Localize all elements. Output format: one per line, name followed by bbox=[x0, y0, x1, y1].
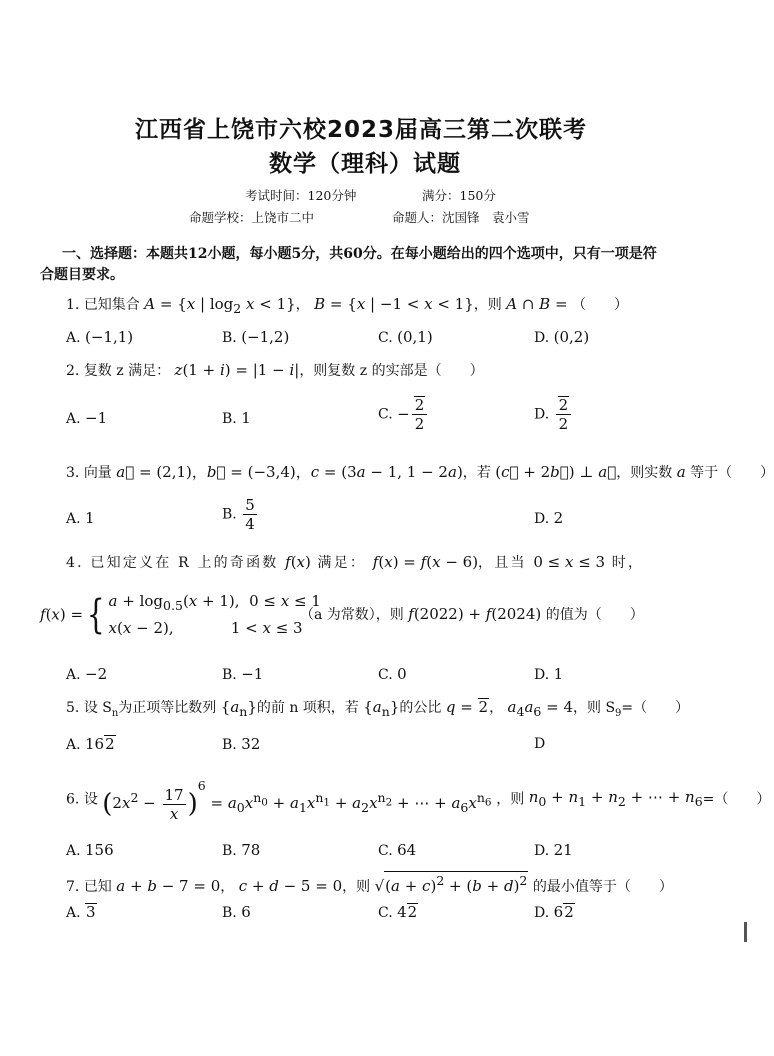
q3-option-a: A. 1 bbox=[66, 509, 95, 527]
q4-option-d: D. 1 bbox=[534, 665, 564, 683]
q2-option-c: C. − $\frac{2}{2}$ bbox=[378, 396, 429, 433]
question-7: 7. 已知 a + b − 7 = 0， c + d − 5 = 0，则 $√(a + c)^2 + (b + d)^2$ 的最小值等于（ ） bbox=[66, 873, 673, 895]
q2-option-b: B. 1 bbox=[222, 409, 251, 427]
q3-option-b: B. $\frac{5}{4}$ bbox=[222, 496, 255, 533]
q5-option-b: B. 32 bbox=[222, 735, 261, 753]
q6-expansion: ($2x^2$ − $\frac{17}{x}$ )$^6 = a_0x^{n_0} + a_1x^{n_1} + a_2x^{n_2}$ + ⋯ + $a_6x^{n_6}$ bbox=[102, 778, 492, 823]
q1-option-a: A. (−1,1) bbox=[66, 328, 134, 346]
question-1: 1. 已知集合 A = {x | $\log_2 x < 1$}， B = {x | −1 < x < 1}，则 A ∩ B = （ ） bbox=[66, 295, 628, 316]
q1-option-b: B. (−1,2) bbox=[222, 328, 290, 346]
question-number: 7. bbox=[66, 879, 80, 895]
scan-edge-mark bbox=[744, 922, 747, 942]
setter-names: 命题人：沈国锋 袁小雪 bbox=[392, 210, 530, 225]
q2-option-d: D. $\frac{2}{2}$ bbox=[534, 396, 573, 433]
section-intro: 一、选择题：本题共12小题，每小题5分，共60分。在每小题给出的四个选项中，只有一项是符 bbox=[62, 246, 657, 262]
q7-option-b: B. 6 bbox=[222, 903, 251, 921]
setter-school: 命题学校：上饶市二中 bbox=[189, 210, 315, 225]
q1-option-d: D. (0,2) bbox=[534, 328, 590, 346]
page-title: 江西省上饶市六校2023届高三第二次联考 bbox=[135, 117, 588, 143]
q7-option-c: C. 42 bbox=[378, 903, 418, 921]
q4-question: （a 为常数），则 f(2022) + f(2024) 的值为（ ） bbox=[300, 605, 644, 623]
page-subtitle: 数学（理科）试题 bbox=[269, 151, 461, 177]
q7-expression: $√(a + c)^2 + (b + d)^2$ bbox=[374, 873, 528, 895]
q5-option-d: D bbox=[534, 736, 546, 752]
question-number: 4. bbox=[66, 555, 84, 571]
q3-option-d: D. 2 bbox=[534, 509, 564, 527]
question-3: 3. 向量 a⃗ = (2,1)，b⃗ = (−3,4)，c = (3a − 1, 1 − 2a)，若 (c⃗ + 2b⃗) ⊥ a⃗，则实数 a 等于（ ） bbox=[66, 463, 774, 481]
question-5: 5. 设 $S_n$为正项等比数列 $\{a_n\}$的前 n 项积，若 $\{a_n\}$的公比 q = 2， $a_4a_6 = 4$，则 $S_9=$（ ） bbox=[66, 698, 690, 719]
section-intro-cont: 合题目要求。 bbox=[40, 267, 124, 283]
q7-option-a: A. 3 bbox=[66, 903, 96, 921]
question-2: 2. 复数 z 满足： z(1 + i) = |1 − i|，则复数 z 的实部是（ ） bbox=[66, 361, 484, 379]
full-score: 满分：150分 bbox=[422, 188, 496, 203]
q6-option-c: C. 64 bbox=[378, 841, 417, 859]
q6-option-a: A. 156 bbox=[66, 841, 114, 859]
question-number: 1. bbox=[66, 297, 80, 313]
q7-option-d: D. 62 bbox=[534, 903, 574, 921]
question-number: 2. bbox=[66, 363, 80, 379]
q4-piecewise: f(x) ={ $a + \log_{0.5}(x + 1)$, 0 ≤ x ≤ 1 x(x − 2), 1 < x ≤ 3 bbox=[40, 591, 321, 638]
set-b: B = {x | −1 < x < 1} bbox=[314, 295, 474, 313]
q6-option-d: D. 21 bbox=[534, 841, 573, 859]
q4-option-b: B. −1 bbox=[222, 665, 264, 683]
q2-option-a: A. −1 bbox=[66, 409, 108, 427]
question-number: 5. bbox=[66, 700, 80, 716]
question-4: 4. 已知定义在 R 上的奇函数 f(x) 满足： f(x) = f(x − 6)，且当 0 ≤ x ≤ 3 时， bbox=[66, 553, 645, 571]
question-6: 6. 设 ($2x^2$ − $\frac{17}{x}$ )$^6 = a_0x^{n_0} + a_1x^{n_1} + a_2x^{n_2}$ + ⋯ + $a_6x^{n_6}$ ，则 $n_0 + n_1 + n_2$ + ⋯ + $n_6=$（ ） bbox=[66, 778, 771, 823]
q2-equation: z(1 + i) = |1 − i| bbox=[174, 361, 300, 379]
q4-option-c: C. 0 bbox=[378, 665, 407, 683]
q4-periodic: f(x) = f(x − 6) bbox=[372, 553, 479, 571]
question-number: 6. bbox=[66, 791, 80, 808]
q1-option-c: C. (0,1) bbox=[378, 328, 433, 346]
question-number: 3. bbox=[66, 465, 80, 481]
q3-vectors: a⃗ = (2,1)，b⃗ = (−3,4)，c = (3a − 1, 1 − 2a) bbox=[116, 463, 463, 481]
set-a: A = {x | $\log_2 x < 1$} bbox=[144, 295, 296, 316]
exam-time: 考试时间：120分钟 bbox=[245, 188, 357, 203]
q6-option-b: B. 78 bbox=[222, 841, 261, 859]
q5-option-a: A. 162 bbox=[66, 735, 115, 753]
q4-option-a: A. −2 bbox=[66, 665, 108, 683]
q5-ratio: q = 2 bbox=[445, 698, 489, 716]
